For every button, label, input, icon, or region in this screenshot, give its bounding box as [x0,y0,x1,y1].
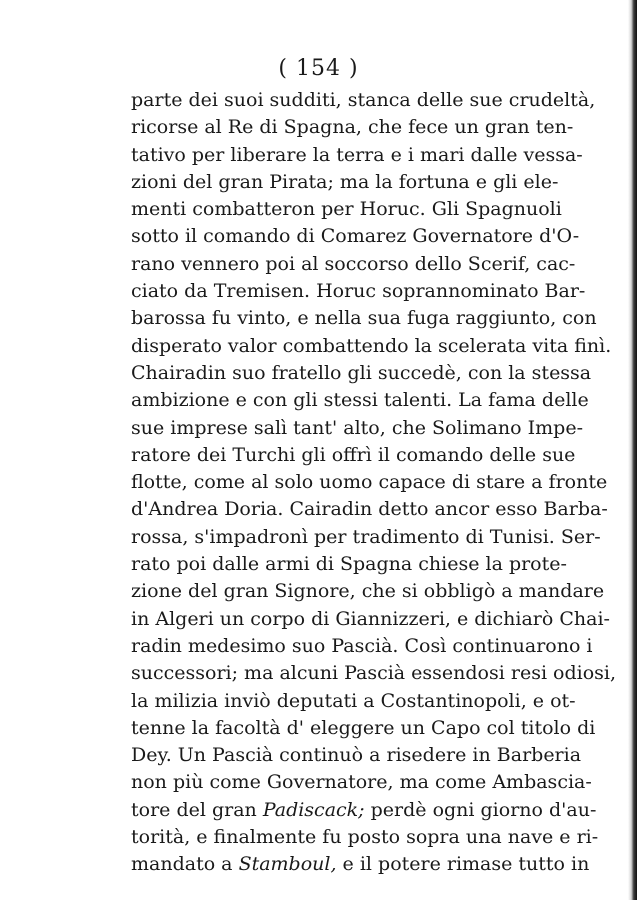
text-line [131,851,590,878]
italic-term: Stamboul, [238,853,337,876]
text-line: rato poi dalle armi di Spagna chiese la prote- [131,553,567,576]
text-line: ratore dei Turchi gli offrì il comando delle sue [131,443,576,466]
text-line: tenne la facoltà d' eleggere un Capo col titolo di [131,716,596,739]
page-number: ( 154 ) [278,56,359,81]
text-line: non più come Governatore, ma come Ambascia- [131,771,592,794]
text-line: zione del gran Signore, che si obbligò a mandare [131,580,605,603]
text-line: la milizia inviò deputati a Costantinopoli, e ot- [131,689,576,712]
text-line: parte dei suoi sudditi, stanca delle sue crudeltà, [131,89,596,111]
text-segment: e il potere rimase tutto in [336,853,590,876]
text-line: rossa, s'impadronì per tradimento di Tunisi. Ser- [131,525,601,548]
text-line: ricorse al Re di Spagna, che fece un gran ten- [131,116,574,139]
italic-term: Padiscack; [262,798,365,821]
text-line: barossa fu vinto, e nella sua fuga raggiunto, con [131,307,597,330]
text-line: in Algeri un corpo di Giannizzeri, e dichiarò Chai- [131,607,610,630]
text-line [131,797,597,824]
text-line: ciato da Tremisen. Horuc soprannominato Bar- [131,280,586,303]
text-line: Chairadin suo fratello gli succedè, con la stessa [131,361,592,384]
text-line: sotto il comando di Comarez Governatore d'O- [131,225,580,248]
text-line: radin medesimo suo Pascià. Così continuarono i [131,634,593,657]
text-line: flotte, come al solo uomo capace di stare a fronte [131,471,608,494]
text-segment: mandato a [131,853,239,876]
binding-edge [628,0,637,900]
text-line: d'Andrea Doria. Cairadin detto ancor esso Barba- [131,498,608,521]
body-text [131,87,617,879]
text-line: Dey. Un Pascià continuò a risedere in Barberia [131,744,582,767]
text-line: ambizione e con gli stessi talenti. La fama delle [131,389,589,412]
text-line: successori; ma alcuni Pascià essendosi resi odiosi, [131,662,617,685]
text-line: torità, e finalmente fu posto sopra una nave e ri- [131,826,599,849]
text-line: rano vennero poi al soccorso dello Scerif, cac- [131,252,576,275]
text-line: tativo per liberare la terra e i mari dalle vessa- [131,143,583,166]
text-line: zioni del gran Pirata; ma la fortuna e gli ele- [131,170,559,193]
text-segment: tore del gran [131,798,263,821]
text-line: sue imprese salì tant' alto, che Solimano Impe- [131,416,583,439]
text-line: disperato valor combattendo la scelerata vita finì. [131,334,612,357]
text-segment: perdè ogni giorno d'au- [364,798,597,821]
text-line: menti combatteron per Horuc. Gli Spagnuoli [131,198,562,221]
